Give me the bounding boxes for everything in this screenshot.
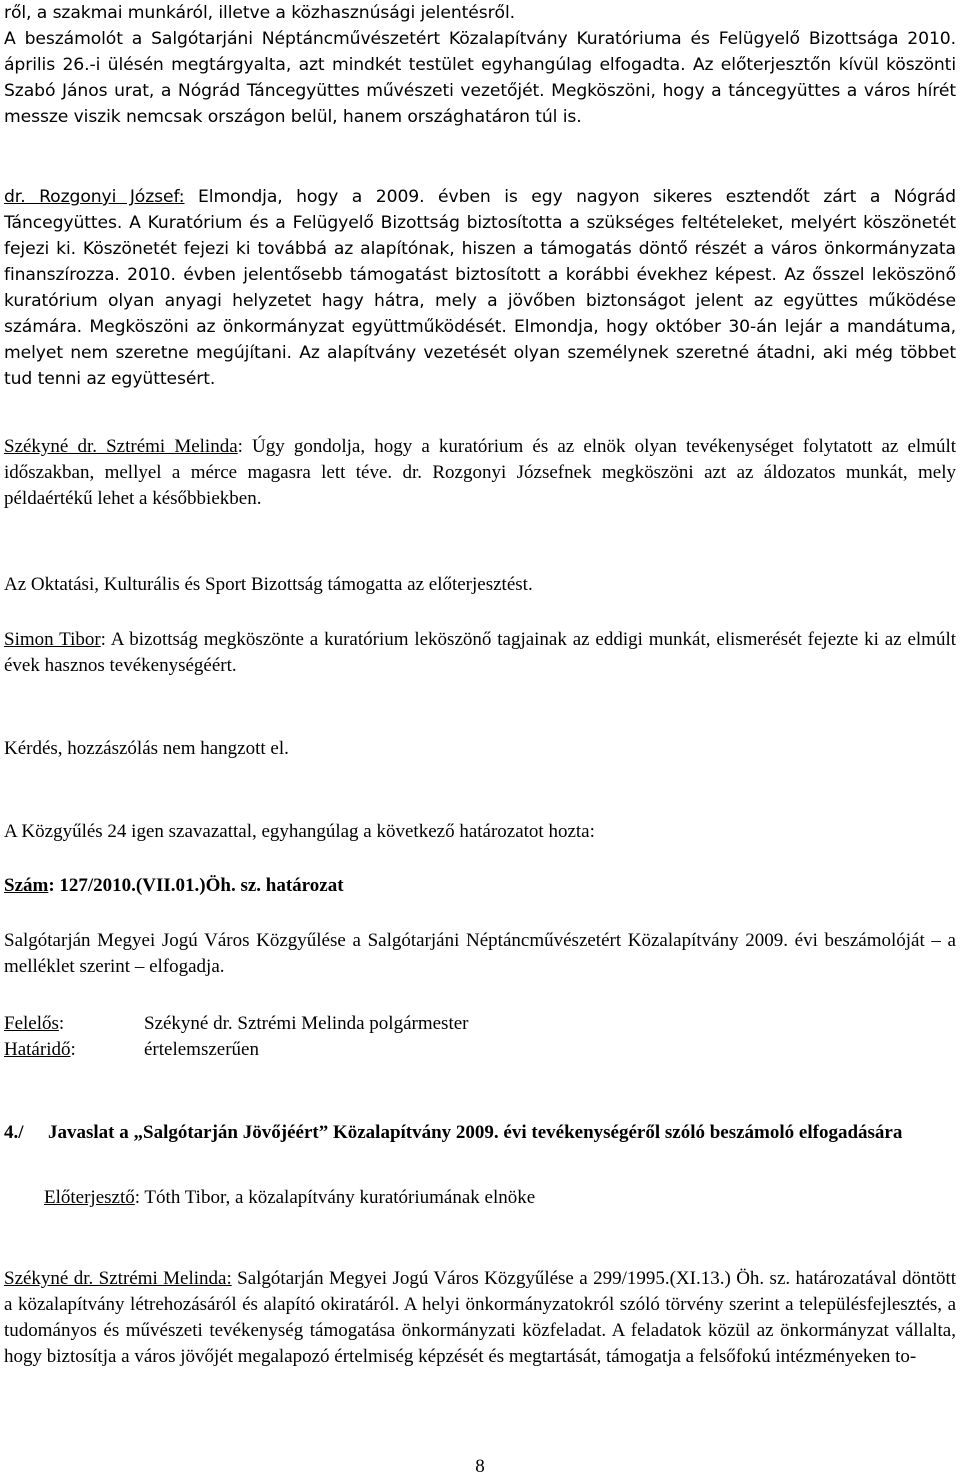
deadline-value: értelemszerűen bbox=[144, 1039, 259, 1060]
speaker-text: Salgótarján Megyei Jogú Város Közgyűlése a 299/1995.(XI.13.) Öh. sz. határozatával döntött a közalapítvány létrehozásáról és alapító okiratáról. A helyi önkormányzatokról szóló törvény szerint a településfejlesztés, a tudományos és művészeti tevékenység támogatása önkormányzati közfeladat. A feladatok közül az önkormányzat vállalta, hogy biztosítja a város jövőjét megalapozó értelmiség képzését és megtartását, támogatja a felsőfokú intézményeken to- bbox=[4, 1268, 956, 1367]
paragraph-sztremi bbox=[4, 434, 956, 512]
speaker-name: Székyné dr. Sztrémi Melinda bbox=[4, 436, 238, 457]
agenda-item-title: Javaslat a „Salgótarján Jövőjéért” Közalapítvány 2009. évi tevékenységéről szóló beszámoló elfogadására bbox=[48, 1122, 903, 1143]
resolution-text: Salgótarján Megyei Jogú Város Közgyűlése a Salgótarjáni Néptáncművészetért Közalapítvány 2009. évi beszámolóját – a melléklet szerint – elfogadja. bbox=[4, 930, 956, 977]
speaker-text: : Úgy gondolja, hogy a kuratórium és az elnök olyan tevékenységet folytatott az elmúlt időszakban, mellyel a mérce magasra lett téve. dr. Rozgonyi Józsefnek megköszöni azt az áldozatos munkát, mely példaértékű lehet a későbbiekben. bbox=[4, 436, 957, 509]
paragraph-no-questions: Kérdés, hozzászólás nem hangzott el. bbox=[4, 738, 289, 759]
responsible-label: Felelős: bbox=[4, 1013, 65, 1034]
speaker-text: : A bizottság megköszönte a kuratórium leköszönő tagjainak az eddigi munkát, elismerését fejezte ki az elmúlt évek hasznos tevékenységéért. bbox=[4, 629, 956, 676]
paragraph-foundation bbox=[4, 1266, 956, 1370]
paragraph-continuation: A beszámolót a Salgótarjáni Néptáncművészetért Közalapítvány Kuratóriuma és Felügyelő Bizottsága 2010. április 26.-i ülésén megtárgyalta, azt mindkét testület egyhangúlag elfogadta. Az előterjesztőn kívül köszönti Szabó János urat, a Nógrád Táncegyüttes művészeti vezetőjét. Megköszöni, hogy a táncegyüttes a város hírét messze viszik nemcsak országon belül, hanem országhatáron túl is. bbox=[4, 29, 956, 127]
deadline-row bbox=[4, 1037, 469, 1063]
speaker-name: Székyné dr. Sztrémi Melinda: bbox=[4, 1268, 232, 1289]
agenda-item-number: 4./ bbox=[4, 1122, 24, 1143]
speaker-name: dr. Rozgonyi József: bbox=[4, 187, 185, 207]
responsible-value: Székyné dr. Sztrémi Melinda polgármester bbox=[144, 1013, 469, 1034]
presenter-line bbox=[44, 1185, 956, 1211]
deadline-label: Határidő: bbox=[4, 1039, 76, 1060]
presenter-text: : Tóth Tibor, a közalapítvány kuratóriumának elnöke bbox=[134, 1187, 536, 1208]
paragraph-first-line: ről, a szakmai munkáról, illetve a közhasznúsági jelentésről. bbox=[4, 3, 516, 23]
speaker-name: Simon Tibor bbox=[4, 629, 101, 650]
resolution-value: : 127/2010.(VII.01.)Öh. sz. határozat bbox=[48, 875, 344, 896]
paragraph-committee: Az Oktatási, Kulturális és Sport Bizottság támogatta az előterjesztést. bbox=[4, 574, 533, 595]
paragraph-report-intro bbox=[4, 0, 956, 130]
resolution-number bbox=[4, 873, 956, 899]
paragraph-vote: A Közgyűlés 24 igen szavazattal, egyhangúlag a következő határozatot hozta: bbox=[4, 821, 595, 842]
resolution-label: Szám bbox=[4, 875, 49, 896]
paragraph-rozgonyi bbox=[4, 184, 956, 392]
paragraph-simon bbox=[4, 627, 956, 679]
presenter-label: Előterjesztő bbox=[44, 1187, 135, 1208]
responsible-row bbox=[4, 1011, 469, 1037]
responsibility-table bbox=[4, 1011, 469, 1063]
page-number: 8 bbox=[475, 1456, 485, 1477]
speaker-text: Elmondja, hogy a 2009. évben is egy nagyon sikeres esztendőt zárt a Nógrád Táncegyüttes. A Kuratórium és a Felügyelő Bizottság biztosította a szükséges feltételeket, melyért köszönetét fejezi ki. Köszönetét fejezi ki továbbá az alapítónak, hiszen a támogatás döntő részét a város önkormányzata finanszírozza. 2010. évben jelentősebb támogatást biztosított a korábbi évekhez képest. Az ősszel leköszönő kuratórium olyan anyagi helyzetet hagy hátra, mely a jövőben biztonságot jelent az együttes működése számára. Megköszöni az önkormányzat együttműködését. Elmondja, hogy október 30-án lejár a mandátuma, melyet nem szeretne megújítani. Az alapítvány vezetését olyan személynek szeretné átadni, aki még többet tud tenni az együttesért. bbox=[4, 187, 956, 389]
